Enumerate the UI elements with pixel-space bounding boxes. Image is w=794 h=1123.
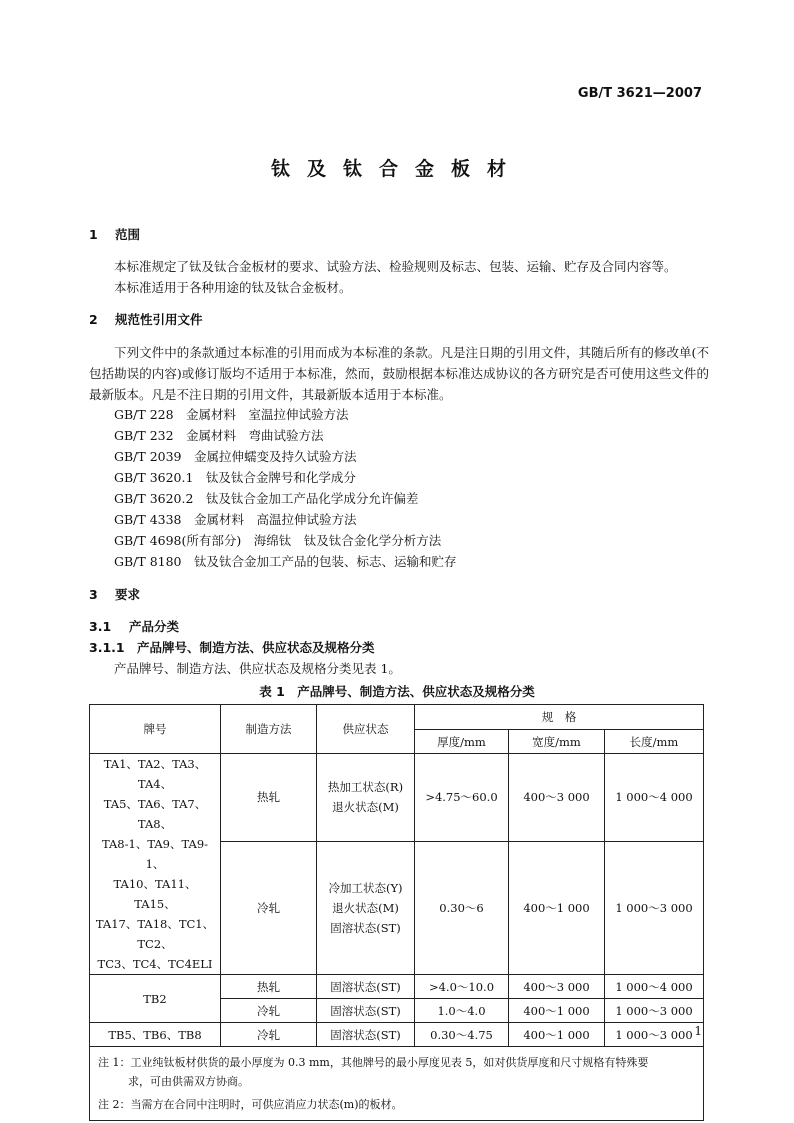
section-3-number: 3 xyxy=(89,587,98,602)
reference-item: GB/T 2039 金属拉伸蠕变及持久试验方法 xyxy=(114,449,357,464)
method-cell: 冷轧 xyxy=(221,1023,317,1047)
note-2: 注 2：当需方在合同中注明时，可供应消应力状态(m)的板材。 xyxy=(98,1098,403,1111)
normative-references-paragraph: 下列文件中的条款通过本标准的引用而成为本标准的条款。凡是注日期的引用文件，其随后所有的修改单(不包括勘误的内容)或修订版均不适用于本标准，然而，鼓励根据本标准达成协议的各方研究是否可使用这些文件的最新版本。凡是不注日期的引用文件，其最新版本适用于本标准。 xyxy=(89,345,709,402)
section-2-heading xyxy=(89,310,203,328)
state-line: 退火状态(M) xyxy=(332,800,399,815)
reference-item: GB/T 4338 金属材料 高温拉伸试验方法 xyxy=(114,512,357,527)
length-cell: 1 000～4 000 xyxy=(605,754,704,842)
section-3-title: 要求 xyxy=(115,587,141,602)
table-row xyxy=(90,1023,704,1047)
length-cell: 1 000～3 000 xyxy=(605,999,704,1023)
grade-list-cell xyxy=(90,754,221,975)
state-cell: 固溶状态(ST) xyxy=(317,975,415,999)
section-3-1-number: 3.1 xyxy=(89,619,112,634)
header-state: 供应状态 xyxy=(317,705,415,754)
table-row xyxy=(90,754,704,842)
section-3-heading xyxy=(89,585,140,603)
header-spec: 规 格 xyxy=(415,705,704,730)
reference-item: GB/T 3620.1 钛及钛合金牌号和化学成分 xyxy=(114,470,356,485)
state-line: 热加工状态(R) xyxy=(327,780,404,795)
header-method: 制造方法 xyxy=(221,705,317,754)
length-cell: 1 000～4 000 xyxy=(605,975,704,999)
width-cell: 400～3 000 xyxy=(509,754,605,842)
grade-line: TA17、TA18、TC1、TC2、 xyxy=(95,917,215,951)
note-1-line-1: 注 1：工业纯钛板材供货的最小厚度为 0.3 mm，其他牌号的最小厚度见表 5，如对供货厚度和尺寸规格有特殊要 xyxy=(98,1056,649,1069)
section-3-1-title: 产品分类 xyxy=(129,619,180,634)
section-3-1-1-heading xyxy=(89,638,375,656)
header-length: 长度/mm xyxy=(605,730,704,754)
grade-cell: TB5、TB6、TB8 xyxy=(90,1023,221,1047)
state-cell xyxy=(317,754,415,842)
method-cell: 热轧 xyxy=(221,754,317,842)
scope-line-2: 本标准适用于各种用途的钛及钛合金板材。 xyxy=(114,280,352,295)
section-3-1-1-number: 3.1.1 xyxy=(89,640,125,655)
state-cell xyxy=(317,841,415,974)
grade-line: TA5、TA6、TA7、TA8、 xyxy=(103,797,207,831)
section-3-1-1-text: 产品牌号、制造方法、供应状态及规格分类见表 1。 xyxy=(114,661,401,676)
table-notes-row xyxy=(90,1047,704,1121)
document-title: 钛及钛合金板材 xyxy=(270,158,523,180)
width-cell: 400～3 000 xyxy=(509,975,605,999)
table-row xyxy=(90,975,704,999)
width-cell: 400～1 000 xyxy=(509,841,605,974)
thickness-cell: >4.75～60.0 xyxy=(415,754,509,842)
header-width: 宽度/mm xyxy=(509,730,605,754)
method-cell: 冷轧 xyxy=(221,841,317,974)
section-1-number: 1 xyxy=(89,227,98,242)
page-number: 1 xyxy=(694,1024,702,1038)
method-cell: 热轧 xyxy=(221,975,317,999)
state-line: 退火状态(M) xyxy=(332,900,399,915)
reference-item: GB/T 4698(所有部分) 海绵钛 钛及钛合金化学分析方法 xyxy=(114,533,442,548)
grade-line: TA8-1、TA9、TA9-1、 xyxy=(101,837,209,871)
reference-item: GB/T 228 金属材料 室温拉伸试验方法 xyxy=(114,407,349,422)
length-cell: 1 000～3 000 xyxy=(605,1023,704,1047)
method-cell: 冷轧 xyxy=(221,999,317,1023)
header-thickness: 厚度/mm xyxy=(415,730,509,754)
section-3-1-heading xyxy=(89,617,179,635)
thickness-cell: 0.30～6 xyxy=(415,841,509,974)
width-cell: 400～1 000 xyxy=(509,999,605,1023)
grade-cell: TB2 xyxy=(90,975,221,1023)
state-cell: 固溶状态(ST) xyxy=(317,999,415,1023)
reference-item: GB/T 8180 钛及钛合金加工产品的包装、标志、运输和贮存 xyxy=(114,554,457,569)
grade-line: TA10、TA11、TA15、 xyxy=(113,877,197,911)
header-grade: 牌号 xyxy=(90,705,221,754)
reference-item: GB/T 3620.2 钛及钛合金加工产品化学成分允许偏差 xyxy=(114,491,419,506)
length-cell: 1 000～3 000 xyxy=(605,841,704,974)
reference-item: GB/T 232 金属材料 弯曲试验方法 xyxy=(114,428,324,443)
grade-line: TA1、TA2、TA3、TA4、 xyxy=(103,757,207,791)
section-2-number: 2 xyxy=(89,312,98,327)
section-2-title: 规范性引用文件 xyxy=(115,312,203,327)
scope-line-1: 本标准规定了钛及钛合金板材的要求、试验方法、检验规则及标志、包装、运输、贮存及合同内容等。 xyxy=(114,259,677,274)
section-1-title: 范围 xyxy=(115,227,141,242)
width-cell: 400～1 000 xyxy=(509,1023,605,1047)
thickness-cell: >4.0～10.0 xyxy=(415,975,509,999)
note-1-line-2: 求，可由供需双方协商。 xyxy=(128,1075,249,1088)
section-1-heading xyxy=(89,225,140,243)
section-3-1-1-title: 产品牌号、制造方法、供应状态及规格分类 xyxy=(137,640,375,655)
table-header-row xyxy=(90,705,704,730)
state-cell: 固溶状态(ST) xyxy=(317,1023,415,1047)
state-line: 固溶状态(ST) xyxy=(330,920,401,935)
table-notes xyxy=(90,1047,704,1121)
thickness-cell: 1.0～4.0 xyxy=(415,999,509,1023)
grade-line: TC3、TC4、TC4ELI xyxy=(97,957,213,971)
standard-code: GB/T 3621—2007 xyxy=(577,86,702,101)
thickness-cell: 0.30～4.75 xyxy=(415,1023,509,1047)
table-1-caption: 表 1 产品牌号、制造方法、供应状态及规格分类 xyxy=(259,684,535,699)
product-classification-table xyxy=(89,704,704,1121)
state-line: 冷加工状态(Y) xyxy=(328,880,403,895)
